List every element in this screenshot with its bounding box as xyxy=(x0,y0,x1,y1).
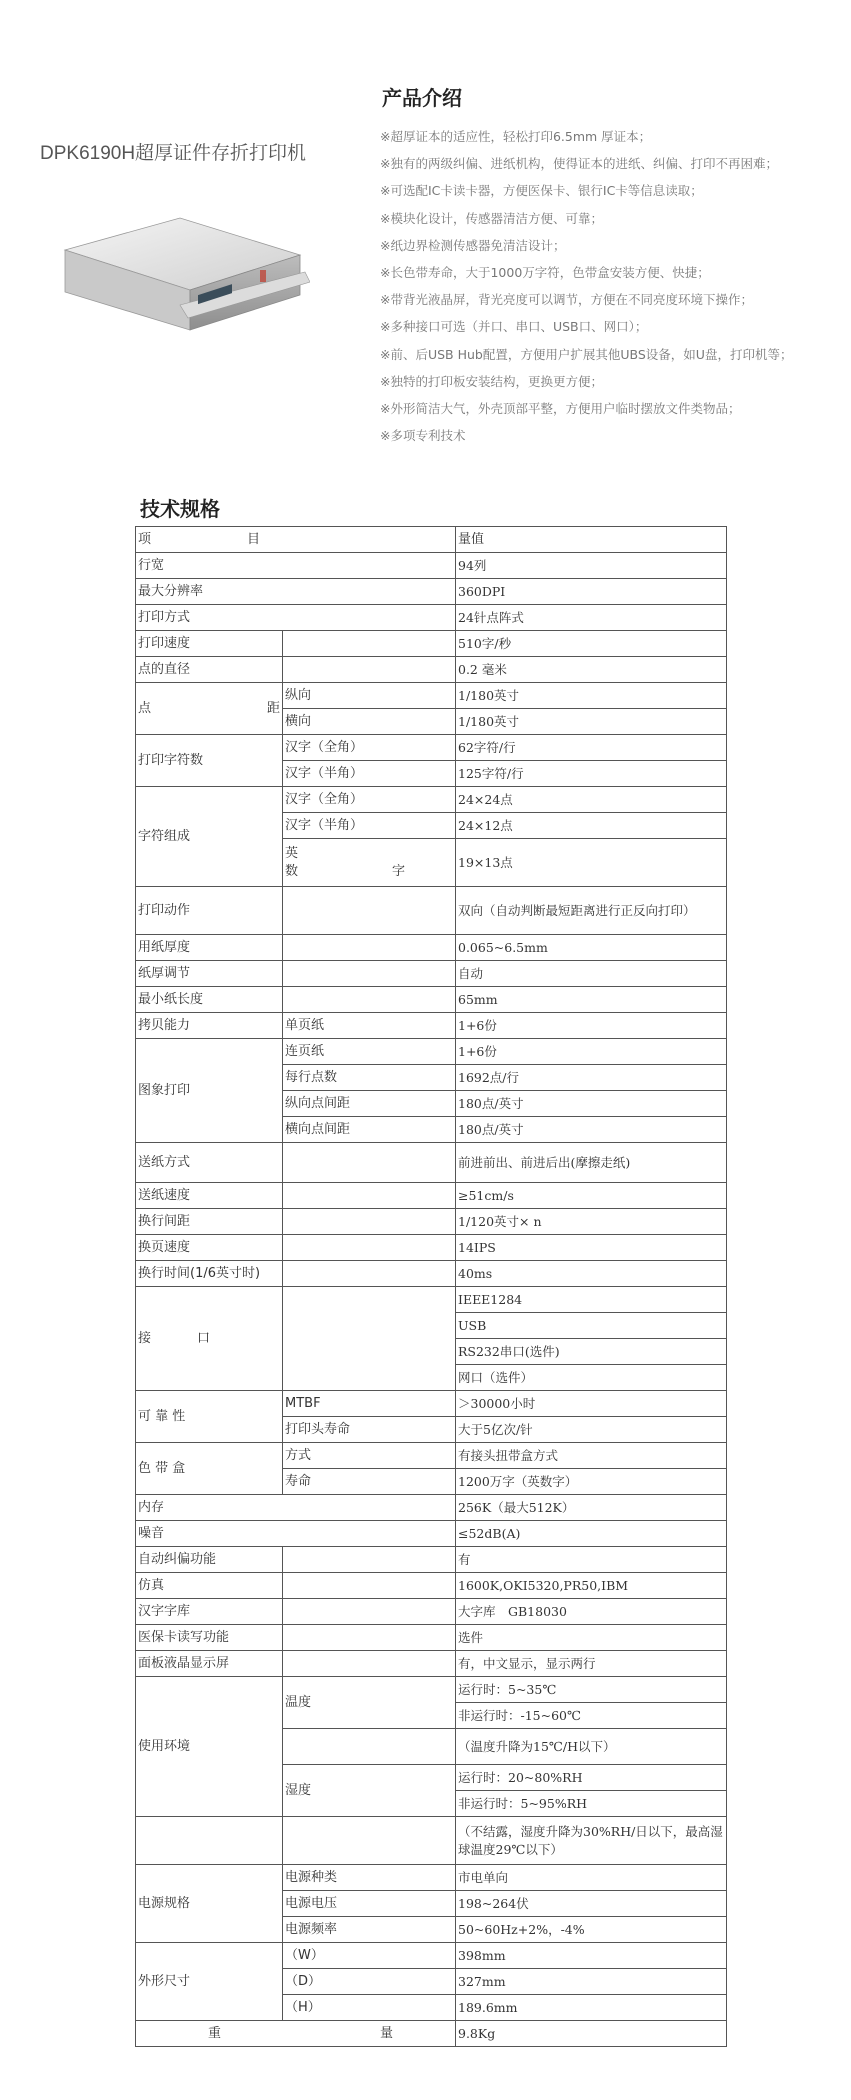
spec-label: 医保卡读写功能 xyxy=(136,1625,283,1651)
table-row xyxy=(136,887,727,935)
table-row xyxy=(136,1865,727,1891)
spec-label: 最大分辨率 xyxy=(136,579,456,605)
table-row xyxy=(136,1039,727,1065)
spec-sublabel: 汉字（半角） xyxy=(283,813,456,839)
alnum-label-b: 数 xyxy=(285,863,299,879)
spec-sublabel: 单页纸 xyxy=(283,1013,456,1039)
printer-image xyxy=(60,210,310,340)
spec-sublabel: 汉字（全角） xyxy=(283,787,456,813)
table-row xyxy=(136,527,727,553)
spec-sublabel: 方式 xyxy=(283,1443,456,1469)
spec-value: 自动 xyxy=(456,961,727,987)
spec-sublabel xyxy=(283,1817,456,1865)
spec-value: 大于5亿次/针 xyxy=(456,1417,727,1443)
spec-sublabel xyxy=(283,1209,456,1235)
spec-label: 自动纠偏功能 xyxy=(136,1547,283,1573)
spec-value: ≤52dB(A) xyxy=(456,1521,727,1547)
table-row xyxy=(136,2021,727,2047)
table-row xyxy=(136,1495,727,1521)
spec-sublabel: （D） xyxy=(283,1969,456,1995)
feature-item: ※长色带寿命，大于1000万字符，色带盒安装方便、快捷； xyxy=(380,264,710,280)
spec-value: 510字/秒 xyxy=(456,631,727,657)
spec-value: 双向（自动判断最短距离进行正反向打印） xyxy=(456,887,727,935)
feature-list xyxy=(380,123,845,449)
table-row xyxy=(136,683,727,709)
spec-sublabel xyxy=(283,1625,456,1651)
feature-item: ※带背光液晶屏，背光亮度可以调节，方便在不同亮度环境下操作； xyxy=(380,292,753,308)
spec-heading: 技术规格 xyxy=(140,497,220,521)
table-row xyxy=(136,1235,727,1261)
spec-value: 14IPS xyxy=(456,1235,727,1261)
spec-sublabel xyxy=(283,1573,456,1599)
spec-label: 换行时间(1/6英寸时) xyxy=(136,1261,283,1287)
spec-value: 189.6mm xyxy=(456,1995,727,2021)
pitch-label-a: 点 xyxy=(138,700,152,716)
product-intro xyxy=(380,82,845,449)
spec-value: 1200万字（英数字） xyxy=(456,1469,727,1495)
spec-value: ≥51cm/s xyxy=(456,1183,727,1209)
spec-label: 拷贝能力 xyxy=(136,1013,283,1039)
pitch-label-b: 距 xyxy=(266,700,280,716)
table-row xyxy=(136,1261,727,1287)
spec-value: 125字符/行 xyxy=(456,761,727,787)
spec-label: 打印字符数 xyxy=(136,735,283,787)
spec-value: 有 xyxy=(456,1547,727,1573)
feature-item: ※超厚证本的适应性，轻松打印6.5mm 厚证本； xyxy=(380,129,652,144)
spec-sublabel: 纵向 xyxy=(283,683,456,709)
spec-value: ＞30000小时 xyxy=(456,1391,727,1417)
spec-label: 换行间距 xyxy=(136,1209,283,1235)
table-row xyxy=(136,1183,727,1209)
table-row xyxy=(136,553,727,579)
spec-value: 选件 xyxy=(456,1625,727,1651)
spec-sublabel xyxy=(283,1235,456,1261)
spec-label: 打印动作 xyxy=(136,887,283,935)
feature-item: ※前、后USB Hub配置，方便用户扩展其他UBS设备，如U盘，打印机等； xyxy=(380,346,793,362)
spec-label: 电源规格 xyxy=(136,1865,283,1943)
spec-label: 色 带 盒 xyxy=(136,1443,283,1495)
spec-sublabel: 连页纸 xyxy=(283,1039,456,1065)
spec-sublabel xyxy=(283,631,456,657)
spec-value: RS232串口(选件) xyxy=(456,1339,727,1365)
spec-label: 纸厚调节 xyxy=(136,961,283,987)
spec-sublabel xyxy=(283,1651,456,1677)
table-row xyxy=(136,961,727,987)
spec-sublabel: 电源电压 xyxy=(283,1891,456,1917)
spec-sublabel xyxy=(283,961,456,987)
spec-sublabel xyxy=(283,987,456,1013)
spec-value: 1/180英寸 xyxy=(456,683,727,709)
spec-value: 1+6份 xyxy=(456,1039,727,1065)
iface-label-a: 接 xyxy=(138,1330,152,1346)
spec-value: 市电单向 xyxy=(456,1865,727,1891)
spec-value: 0.065~6.5mm xyxy=(456,935,727,961)
feature-item: ※独有的两级纠偏、进纸机构，使得证本的进纸、纠偏、打印不再困难； xyxy=(380,156,778,172)
spec-value: IEEE1284 xyxy=(456,1287,727,1313)
spec-sublabel xyxy=(283,1729,456,1765)
spec-label: 面板液晶显示屏 xyxy=(136,1651,283,1677)
spec-value: 24×12点 xyxy=(456,813,727,839)
spec-value: 24×24点 xyxy=(456,787,727,813)
spec-sublabel xyxy=(283,657,456,683)
spec-sublabel xyxy=(283,839,456,887)
spec-sublabel: 温度 xyxy=(283,1677,456,1729)
spec-value: 24针点阵式 xyxy=(456,605,727,631)
spec-value: 1/120英寸× n xyxy=(456,1209,727,1235)
table-row xyxy=(136,987,727,1013)
spec-label xyxy=(136,1287,283,1391)
spec-sublabel: MTBF xyxy=(283,1391,456,1417)
table-row xyxy=(136,631,727,657)
product-title: DPK6190H超厚证件存折打印机 xyxy=(40,143,307,164)
alnum-label-c: 字 xyxy=(391,863,405,879)
spec-value: 62字符/行 xyxy=(456,735,727,761)
spec-label: 用纸厚度 xyxy=(136,935,283,961)
spec-value: 运行时：20~80%RH xyxy=(456,1765,727,1791)
spec-label: 使用环境 xyxy=(136,1677,283,1817)
iface-label-b: 口 xyxy=(196,1330,210,1346)
spec-value: USB xyxy=(456,1313,727,1339)
spec-value: （温度升降为15℃/H以下） xyxy=(456,1729,727,1765)
spec-table xyxy=(135,526,727,2047)
spec-label: 仿真 xyxy=(136,1573,283,1599)
spec-value: （不结露，湿度升降为30%RH/日以下，最高湿球温度29℃以下） xyxy=(456,1817,727,1865)
spec-value: 40ms xyxy=(456,1261,727,1287)
spec-value: 非运行时：-15~60℃ xyxy=(456,1703,727,1729)
spec-sublabel: 打印头寿命 xyxy=(283,1417,456,1443)
table-row xyxy=(136,1013,727,1039)
table-row xyxy=(136,1521,727,1547)
spec-label: 最小纸长度 xyxy=(136,987,283,1013)
spec-sublabel: 寿命 xyxy=(283,1469,456,1495)
spec-value: 0.2 毫米 xyxy=(456,657,727,683)
alnum-label-a: 英 xyxy=(285,845,299,861)
spec-value: 19×13点 xyxy=(456,839,727,887)
spec-label xyxy=(136,683,283,735)
table-row xyxy=(136,1209,727,1235)
spec-sublabel: （H） xyxy=(283,1995,456,2021)
spec-sublabel xyxy=(283,1599,456,1625)
table-row xyxy=(136,1943,727,1969)
table-row xyxy=(136,735,727,761)
spec-sublabel: 纵向点间距 xyxy=(283,1091,456,1117)
spec-value: 327mm xyxy=(456,1969,727,1995)
spec-label: 换页速度 xyxy=(136,1235,283,1261)
spec-value: 65mm xyxy=(456,987,727,1013)
table-row xyxy=(136,1599,727,1625)
spec-value: 前进前出、前进后出(摩擦走纸) xyxy=(456,1143,727,1183)
table-row xyxy=(136,1817,727,1865)
spec-label: 内存 xyxy=(136,1495,456,1521)
intro-heading: 产品介绍 xyxy=(382,86,462,110)
spec-label: 噪音 xyxy=(136,1521,456,1547)
feature-item: ※纸边界检测传感器免清洁设计； xyxy=(380,237,566,253)
spec-sublabel: 每行点数 xyxy=(283,1065,456,1091)
spec-label: 点的直径 xyxy=(136,657,283,683)
spec-value: 有接头扭带盒方式 xyxy=(456,1443,727,1469)
spec-value: 360DPI xyxy=(456,579,727,605)
table-row xyxy=(136,1287,727,1313)
spec-sublabel xyxy=(283,887,456,935)
spec-label: 打印速度 xyxy=(136,631,283,657)
feature-item: ※模块化设计，传感器清洁方便、可靠； xyxy=(380,210,603,226)
spec-sublabel xyxy=(283,1287,456,1391)
weight-label-a: 重 xyxy=(208,2025,222,2041)
spec-label: 可 靠 性 xyxy=(136,1391,283,1443)
spec-sublabel xyxy=(283,1261,456,1287)
table-row xyxy=(136,1443,727,1469)
table-row xyxy=(136,1143,727,1183)
table-row xyxy=(136,605,727,631)
header-item-label-2: 目 xyxy=(247,531,261,547)
spec-sublabel: 汉字（全角） xyxy=(283,735,456,761)
table-row xyxy=(136,1573,727,1599)
spec-value: 1/180英寸 xyxy=(456,709,727,735)
spec-label: 送纸速度 xyxy=(136,1183,283,1209)
table-row xyxy=(136,1547,727,1573)
spec-label xyxy=(136,2021,456,2047)
spec-sublabel: 湿度 xyxy=(283,1765,456,1817)
spec-label: 打印方式 xyxy=(136,605,456,631)
spec-sublabel: 电源频率 xyxy=(283,1917,456,1943)
spec-sublabel: 横向 xyxy=(283,709,456,735)
spec-sublabel: 横向点间距 xyxy=(283,1117,456,1143)
spec-sublabel: 汉字（半角） xyxy=(283,761,456,787)
spec-label: 外形尺寸 xyxy=(136,1943,283,2021)
spec-value: 94列 xyxy=(456,553,727,579)
spec-label: 行宽 xyxy=(136,553,456,579)
spec-value: 398mm xyxy=(456,1943,727,1969)
spec-value: 198~264伏 xyxy=(456,1891,727,1917)
spec-sublabel xyxy=(283,1143,456,1183)
weight-label-b: 量 xyxy=(379,2025,393,2041)
spec-label: 图象打印 xyxy=(136,1039,283,1143)
spec-value: 1600K,OKI5320,PR50,IBM xyxy=(456,1573,727,1599)
spec-value: 非运行时：5~95%RH xyxy=(456,1791,727,1817)
feature-item: ※多种接口可选（并口、串口、USB口、网口）； xyxy=(380,319,648,335)
feature-item: ※多项专利技术 xyxy=(380,428,466,444)
spec-sublabel xyxy=(283,935,456,961)
table-row xyxy=(136,1651,727,1677)
spec-label xyxy=(136,1817,283,1865)
spec-value: 9.8Kg xyxy=(456,2021,727,2047)
table-row xyxy=(136,935,727,961)
table-row xyxy=(136,1677,727,1703)
spec-sublabel xyxy=(283,1183,456,1209)
spec-label: 字符组成 xyxy=(136,787,283,887)
feature-item: ※独特的打印板安装结构，更换更方便； xyxy=(380,373,603,389)
spec-value: 1+6份 xyxy=(456,1013,727,1039)
table-row xyxy=(136,787,727,813)
spec-value: 运行时：5~35℃ xyxy=(456,1677,727,1703)
spec-value: 256K（最大512K） xyxy=(456,1495,727,1521)
spec-value: 网口（选件） xyxy=(456,1365,727,1391)
table-row xyxy=(136,1625,727,1651)
spec-value: 180点/英寸 xyxy=(456,1117,727,1143)
header-item-cell xyxy=(136,527,456,553)
spec-value: 1692点/行 xyxy=(456,1065,727,1091)
feature-item: ※可选配IC卡读卡器，方便医保卡、银行IC卡等信息读取； xyxy=(380,183,703,199)
header-value-cell: 量值 xyxy=(456,527,727,553)
header-item-label: 项 xyxy=(138,531,152,547)
spec-label: 汉字字库 xyxy=(136,1599,283,1625)
spec-value: 有，中文显示，显示两行 xyxy=(456,1651,727,1677)
spec-value: 180点/英寸 xyxy=(456,1091,727,1117)
spec-sublabel: （W） xyxy=(283,1943,456,1969)
spec-value: 大字库 GB18030 xyxy=(456,1599,727,1625)
table-row xyxy=(136,1391,727,1417)
spec-value: 50~60Hz+2%，-4% xyxy=(456,1917,727,1943)
feature-item: ※外形简洁大气，外壳顶部平整，方便用户临时摆放文件类物品； xyxy=(380,400,741,416)
spec-sublabel xyxy=(283,1547,456,1573)
spec-sublabel: 电源种类 xyxy=(283,1865,456,1891)
spec-label: 送纸方式 xyxy=(136,1143,283,1183)
table-row xyxy=(136,579,727,605)
table-row xyxy=(136,657,727,683)
